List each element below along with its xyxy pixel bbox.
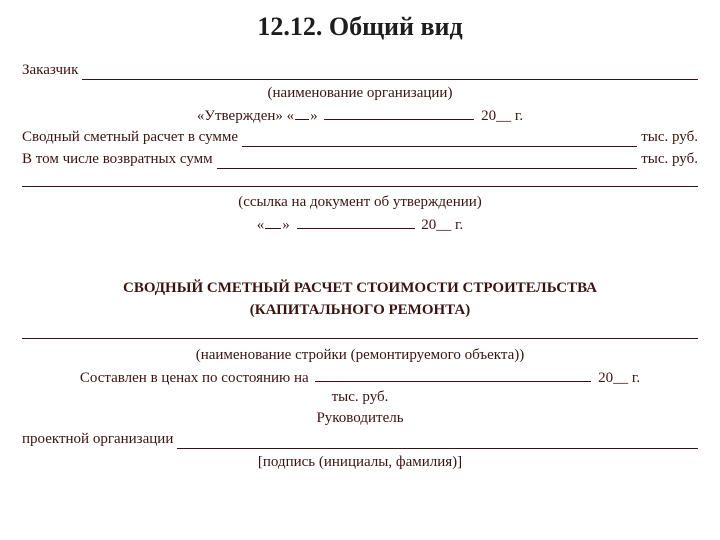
approved-month-field[interactable] [324,104,474,120]
estimate-total-row [22,127,698,147]
signature-field[interactable] [177,433,698,449]
prices-date-field[interactable] [315,366,591,382]
approval-date-close: » [282,217,290,233]
approval-date-row [22,213,698,235]
estimate-total-label: Сводный сметный расчет в сумме [22,129,239,145]
heading-line-2: (КАПИТАЛЬНОГО РЕМОНТА) [249,302,471,318]
customer-field[interactable] [82,64,698,80]
approval-date-open: « [256,217,265,233]
approved-prefix: «Утвержден» « [196,108,295,124]
approval-date-year: 20__ г. [421,217,464,233]
approval-doc-caption: (ссылка на документ об утверждении) [238,194,482,210]
design-org-row [22,429,698,449]
signature-caption: [подпись (инициалы, фамилия)] [257,454,463,470]
approval-month-field[interactable] [297,213,415,229]
heading-line-1: СВОДНЫЙ СМЕТНЫЙ РАСЧЕТ СТОИМОСТИ СТРОИТЕЛЬСТВА [122,280,597,296]
approved-day-field[interactable] [295,104,309,120]
prices-row [22,366,698,388]
design-org-label: проектной организации [22,431,174,447]
customer-row [22,60,698,80]
prices-label: Составлен в ценах по состоянию на [79,370,309,386]
approval-day-field[interactable] [265,213,281,229]
estimate-total-field[interactable] [242,131,637,147]
returnable-row [22,149,698,169]
object-name-field[interactable] [22,338,698,339]
approved-year: 20__ г. [481,108,524,124]
approved-row [22,104,698,126]
approval-doc-field[interactable] [22,186,698,187]
returnable-unit: тыс. руб. [641,151,698,167]
object-caption: (наименование стройки (ремонтируемого объекта)) [195,347,525,363]
prices-year: 20__ г. [598,370,641,386]
prices-unit: тыс. руб. [331,389,389,405]
returnable-field[interactable] [217,153,638,169]
approved-day-close: » [310,108,318,124]
org-caption: (наименование организации) [267,85,453,101]
page-title: 12.12. Общий вид [257,12,463,41]
head-label: Руководитель [316,410,404,426]
returnable-label: В том числе возвратных сумм [22,151,213,167]
estimate-total-unit: тыс. руб. [641,129,698,145]
customer-label: Заказчик [22,62,79,78]
